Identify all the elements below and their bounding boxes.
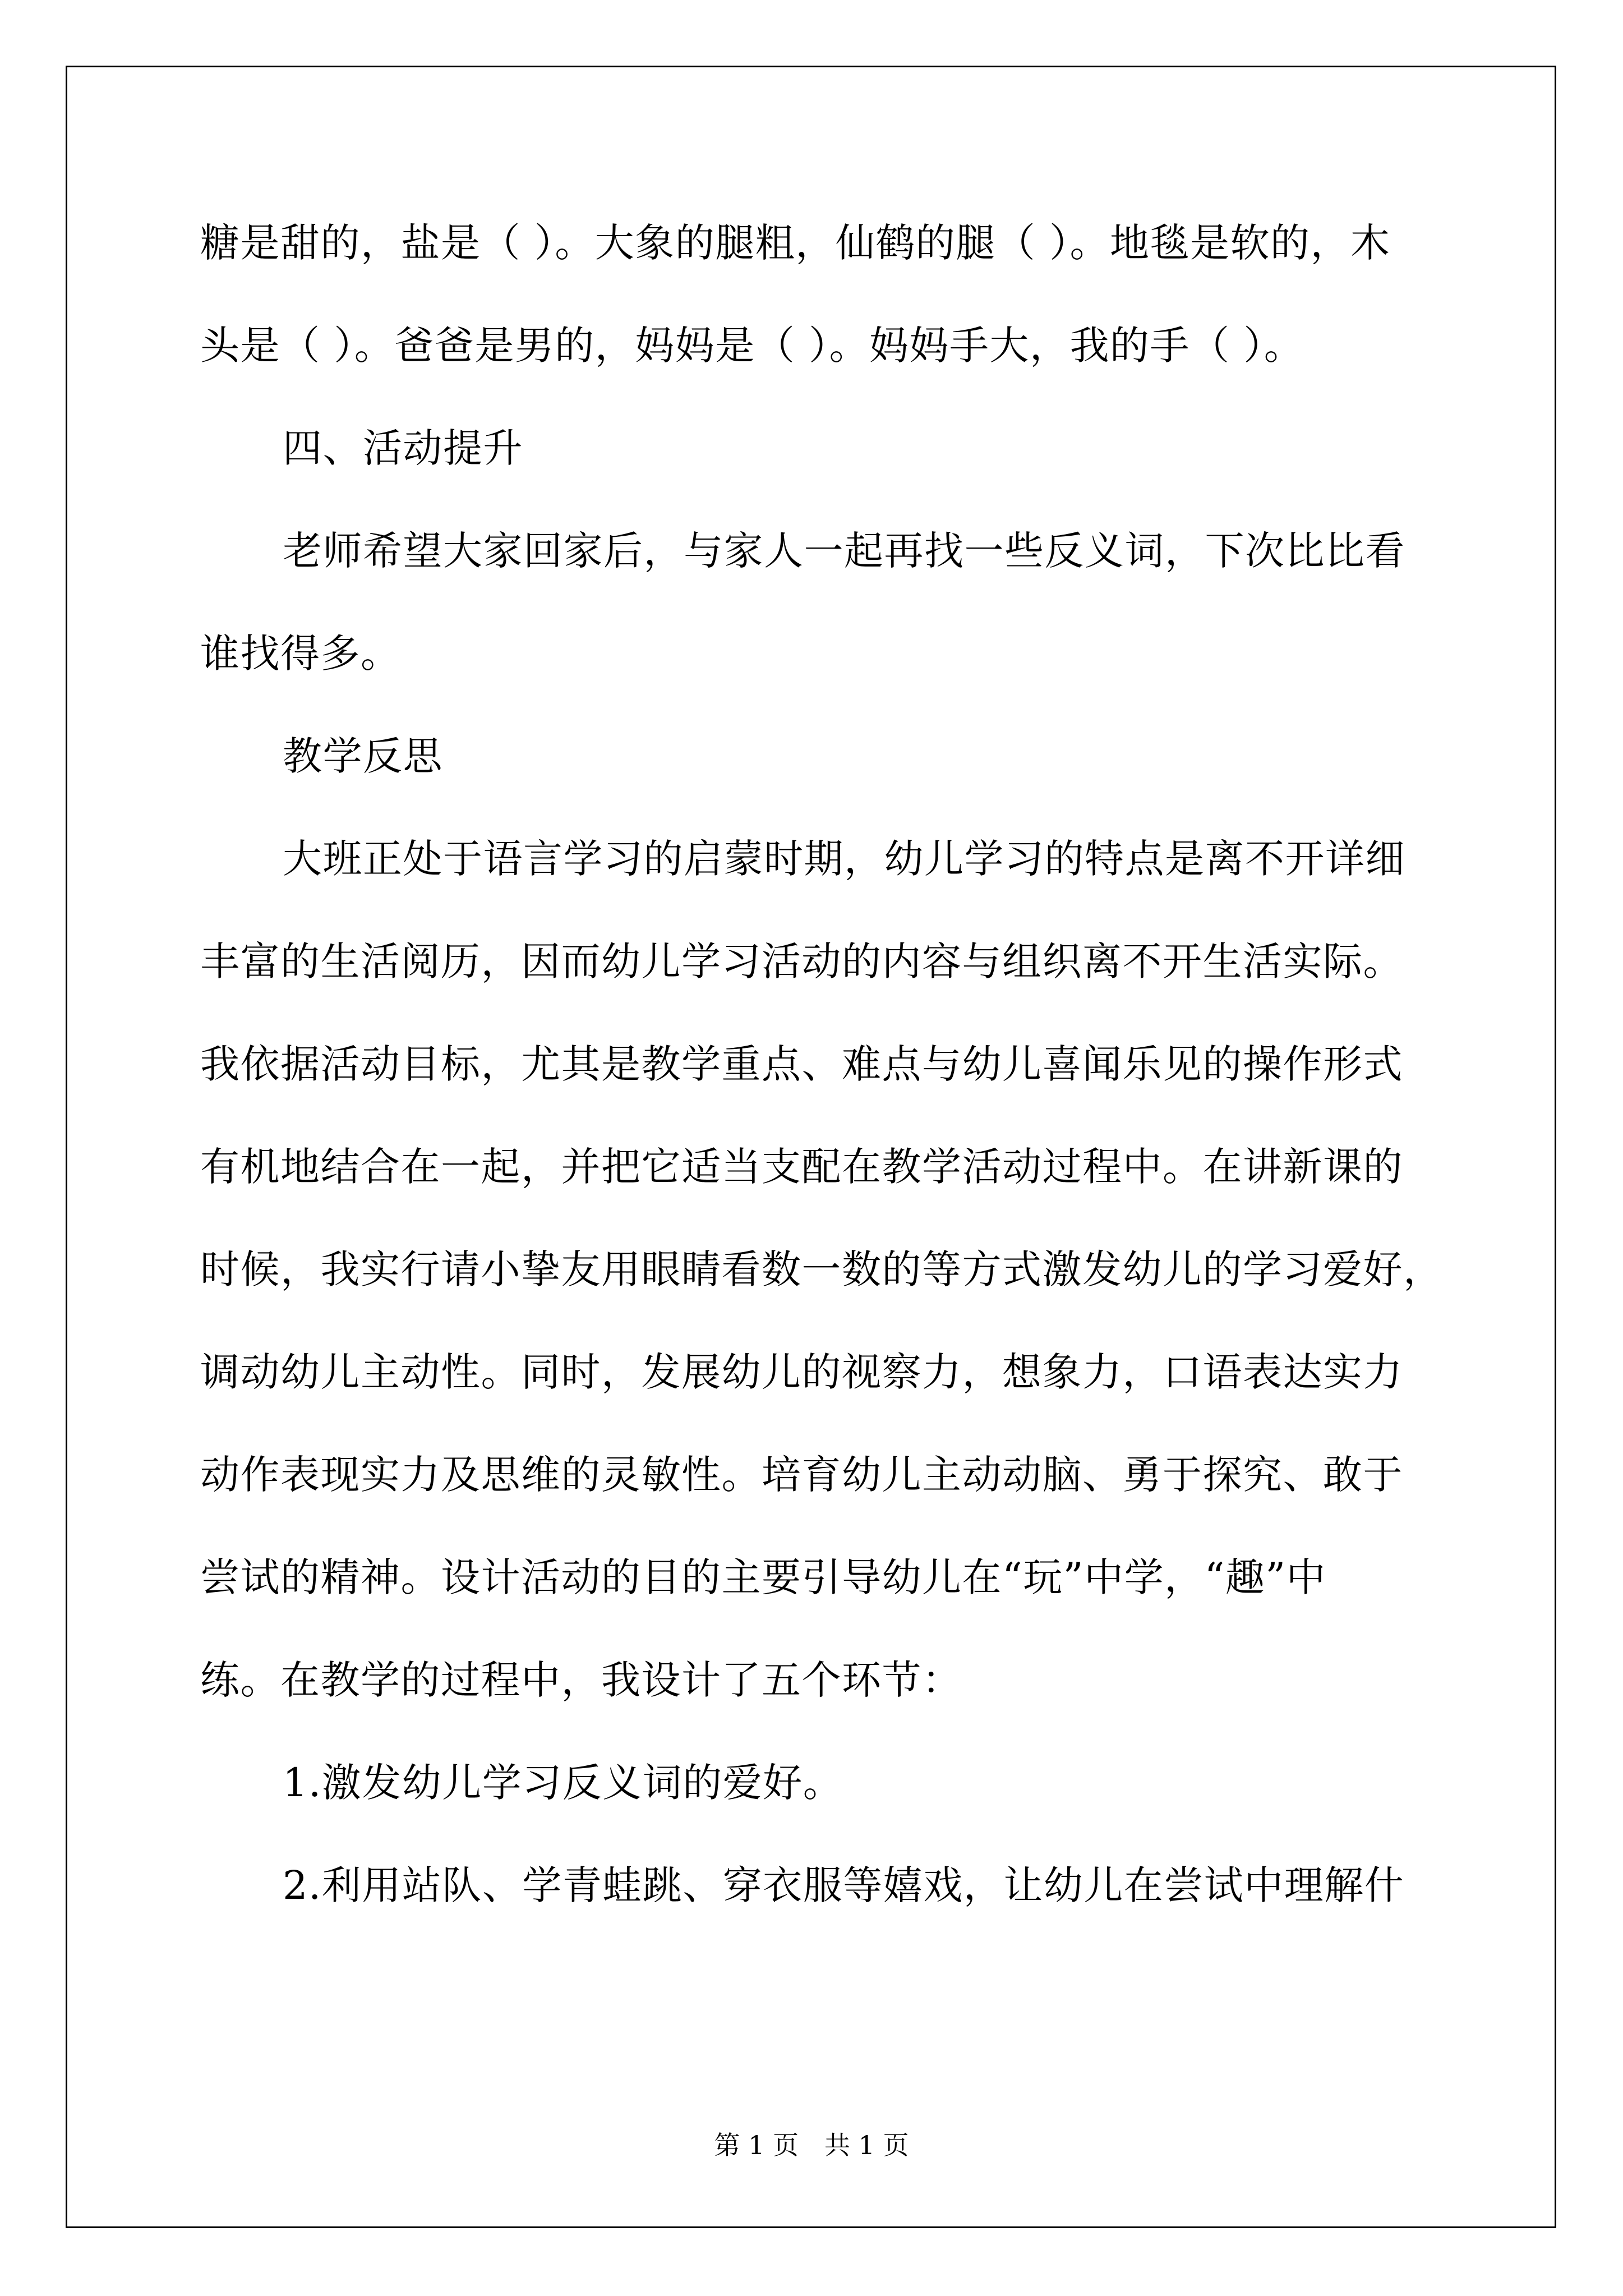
body-line: 谁找得多。 bbox=[200, 631, 401, 677]
section-heading: 教学反思 bbox=[283, 733, 443, 779]
list-item: 2.利用站队、学青蛙跳、穿衣服等嬉戏，让幼儿在尝试中理解什 bbox=[283, 1862, 1405, 1908]
body-line: 丰富的生活阅历，因而幼儿学习活动的内容与组织离不开生活实际。 bbox=[200, 938, 1403, 984]
section-heading: 四、活动提升 bbox=[283, 425, 523, 471]
body-line: 尝试的精神。设计活动的目的主要引导幼儿在“玩”中学，“趣”中 bbox=[200, 1554, 1327, 1600]
body-line: 大班正处于语言学习的启蒙时期，幼儿学习的特点是离不开详细 bbox=[283, 836, 1405, 882]
body-line: 练。在教学的过程中，我设计了五个环节： bbox=[200, 1657, 962, 1703]
body-line: 动作表现实力及思维的灵敏性。培育幼儿主动动脑、勇于探究、敢于 bbox=[200, 1452, 1403, 1498]
body-line: 糖是甜的，盐是（ ）。大象的腿粗，仙鹤的腿（ ）。地毯是软的，木 bbox=[200, 220, 1391, 266]
body-line: 我依据活动目标，尤其是教学重点、难点与幼儿喜闻乐见的操作形式 bbox=[200, 1041, 1403, 1087]
page-footer: 第 1 页 共 1 页 bbox=[714, 2130, 909, 2160]
body-line: 时候，我实行请小挚友用眼睛看数一数的等方式激发幼儿的学习爱好， bbox=[200, 1246, 1444, 1292]
body-line: 有机地结合在一起，并把它适当支配在教学活动过程中。在讲新课的 bbox=[200, 1144, 1403, 1190]
body-line: 调动幼儿主动性。同时，发展幼儿的视察力，想象力，口语表达实力 bbox=[200, 1349, 1403, 1395]
list-item: 1.激发幼儿学习反义词的爱好。 bbox=[283, 1760, 843, 1806]
body-line: 头是（ ）。爸爸是男的，妈妈是（ ）。妈妈手大，我的手（ ）。 bbox=[200, 323, 1304, 369]
body-line: 老师希望大家回家后，与家人一起再找一些反义词，下次比比看 bbox=[283, 528, 1405, 574]
